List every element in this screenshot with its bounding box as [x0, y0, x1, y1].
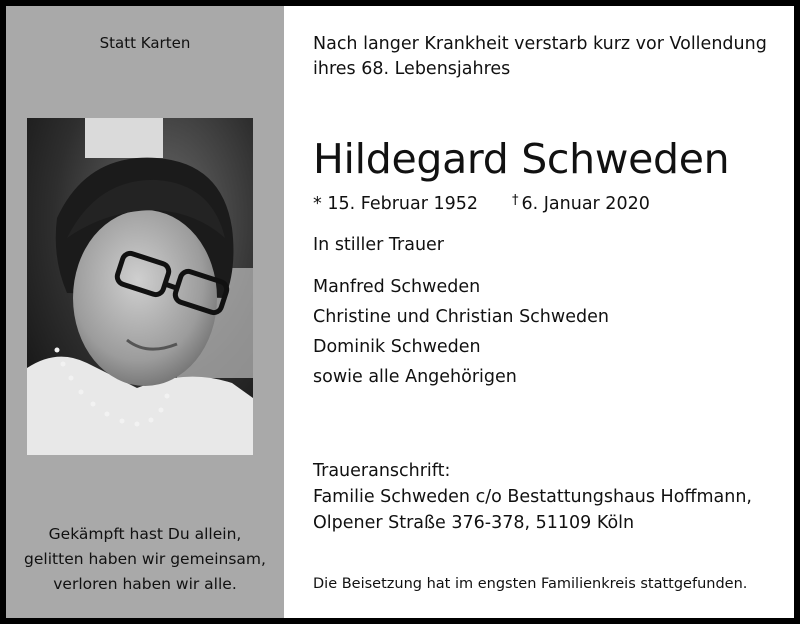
intro-line: Nach langer Krankheit verstarb kurz vor Vollendung	[313, 34, 767, 54]
left-panel	[6, 6, 284, 618]
address-line: Olpener Straße 376-378, 51109 Köln	[313, 513, 635, 533]
mourner: Dominik Schweden	[313, 337, 481, 357]
motto-line: gelitten haben wir gemeinsam,	[24, 550, 266, 568]
mourning-address	[313, 458, 752, 536]
motto-line: Gekämpft hast Du allein,	[48, 525, 242, 543]
motto	[6, 522, 284, 597]
deceased-name: Hildegard Schweden	[313, 135, 730, 183]
intro-line: ihres 68. Lebensjahres	[313, 59, 511, 79]
statt-karten-label: Statt Karten	[99, 34, 191, 52]
address-label: Traueranschrift:	[313, 461, 451, 481]
cross-icon: †	[512, 193, 519, 208]
mourner: Christine und Christian Schweden	[313, 307, 609, 327]
mourner: Manfred Schweden	[313, 277, 481, 297]
birth-date: * 15. Februar 1952	[313, 194, 478, 214]
burial-note: Die Beisetzung hat im engsten Familienkreis stattgefunden.	[313, 576, 748, 592]
address-line: Familie Schweden c/o Bestattungshaus Hoffmann,	[313, 487, 752, 507]
death-date: 6. Januar 2020	[521, 194, 650, 214]
portrait-photo	[27, 118, 253, 455]
intro-text	[313, 32, 783, 82]
mourners-list	[313, 272, 609, 392]
mourning-line: In stiller Trauer	[313, 235, 444, 255]
mourner: sowie alle Angehörigen	[313, 367, 517, 387]
motto-line: verloren haben wir alle.	[53, 575, 237, 593]
life-dates	[313, 190, 650, 215]
